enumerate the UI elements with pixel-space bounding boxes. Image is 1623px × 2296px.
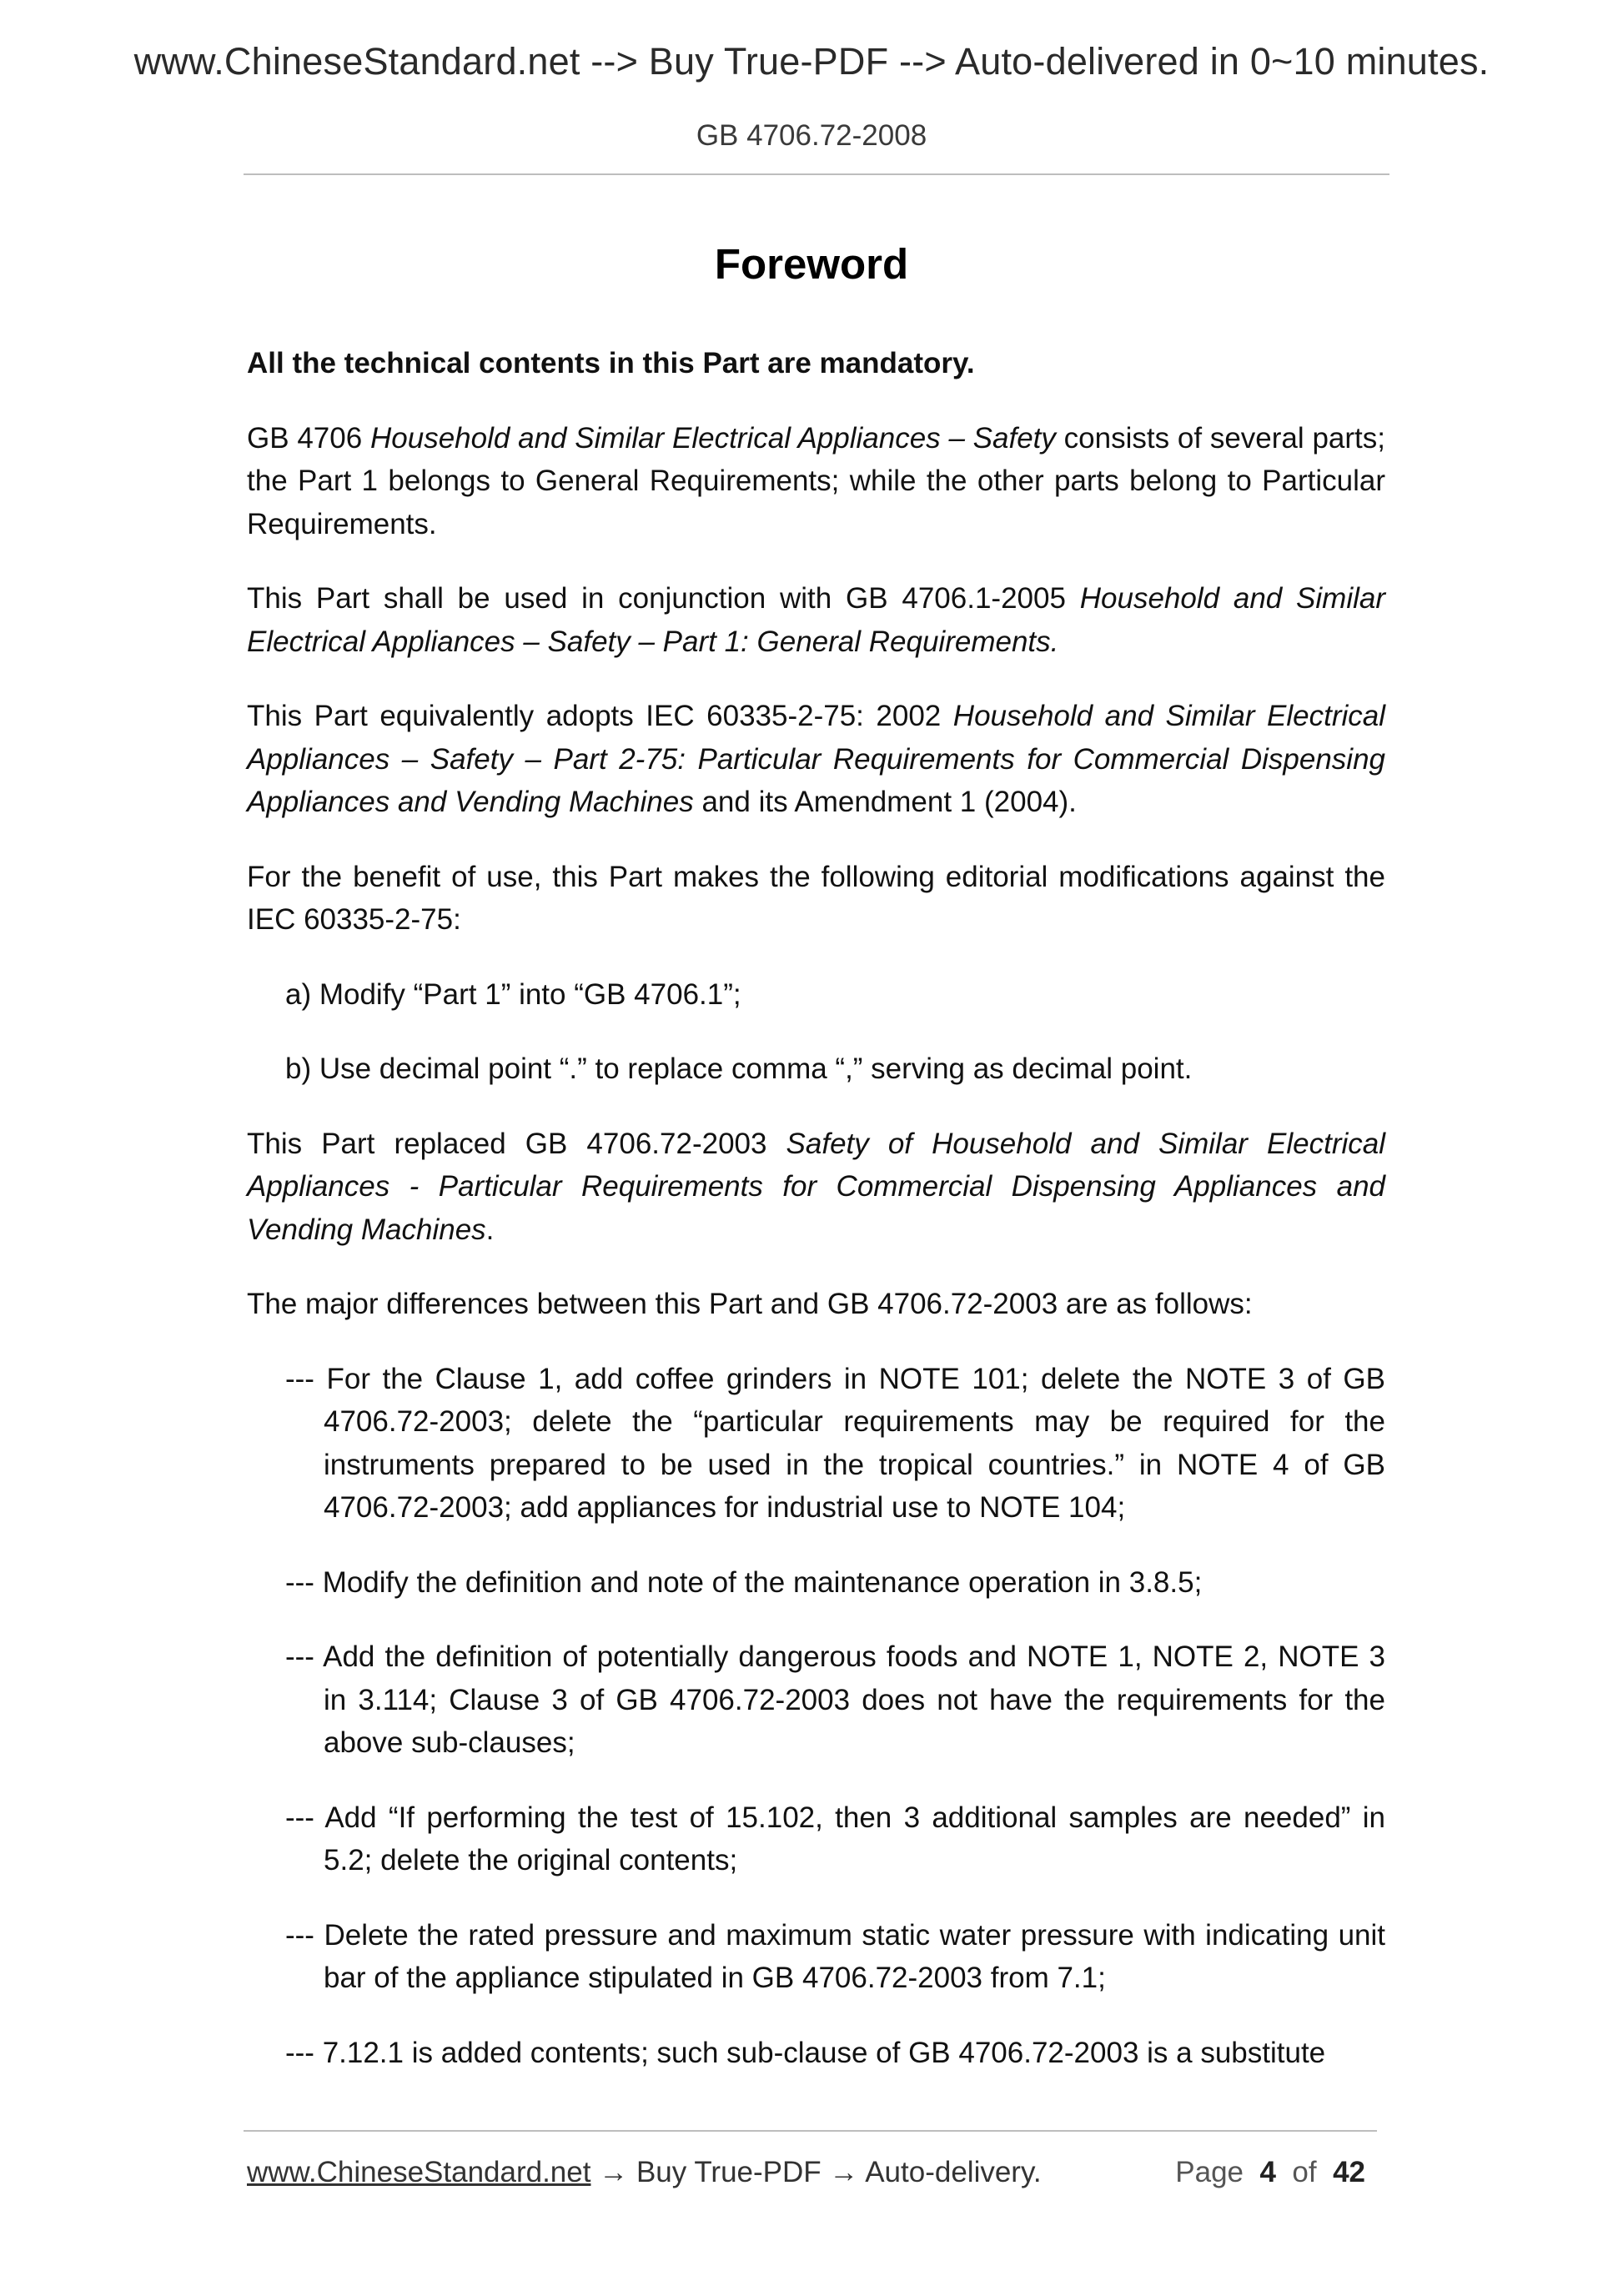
standard-title: Household and Similar Electrical Appliances – Safety – Part 1: General Requirements. bbox=[247, 582, 1386, 658]
difference-item: --- Add the definition of potentially dangerous foods and NOTE 1, NOTE 2, NOTE 3 in 3.114; Clause 3 of GB 4706.72-2003 does not have the requirements for the above sub-clauses; bbox=[285, 1640, 1385, 1759]
arrow-icon: → bbox=[599, 2156, 629, 2188]
list-item-b: b) Use decimal point “.” to replace comma “,” serving as decimal point. bbox=[285, 1053, 1193, 1085]
document-code: GB 4706.72-2008 bbox=[696, 119, 927, 152]
difference-item: --- Modify the definition and note of the maintenance operation in 3.8.5; bbox=[285, 1565, 1203, 1599]
top-banner: www.ChineseStandard.net --> Buy True-PDF --> Auto-delivered in 0~10 minutes. bbox=[133, 40, 1490, 83]
difference-item: --- Delete the rated pressure and maximum static water pressure with indicating unit bar of the appliance stipulated in GB 4706.72-2003 from 7.1; bbox=[285, 1918, 1385, 1994]
text-run: and its Amendment 1 (2004). bbox=[693, 786, 1077, 818]
text-run: consists of several parts; the Part 1 belongs to General Requirements; while the other parts belong to Particular Requirements. bbox=[247, 421, 1385, 540]
header-divider bbox=[244, 173, 1389, 175]
paragraph-replacement bbox=[247, 1123, 1385, 1252]
text-run: This Part replaced GB 4706.72-2003 bbox=[247, 1127, 786, 1160]
footer-buy-text: Buy True-PDF bbox=[636, 2156, 822, 2188]
page-indicator bbox=[1175, 2156, 1365, 2189]
footer-divider bbox=[244, 2130, 1377, 2132]
text-run: This Part equivalently adopts IEC 60335-2-75: 2002 bbox=[247, 700, 953, 732]
standard-title: Household and Similar Electrical Appliances – Safety – Part 2-75: Particular Requirements for Commercial Dispensing Appliances and Vending Machines bbox=[247, 700, 1386, 818]
text-run: . bbox=[485, 1213, 495, 1246]
paragraph-differences-intro: The major differences between this Part and GB 4706.72-2003 are as follows: bbox=[247, 1288, 1253, 1320]
foreword-body bbox=[247, 342, 1385, 2106]
page-total: 42 bbox=[1333, 2156, 1365, 2188]
paragraph-adoption bbox=[247, 695, 1385, 824]
standard-title: Safety of Household and Similar Electrical Appliances - Particular Requirements for Commercial Dispensing Appliances and Vending Machines bbox=[247, 1127, 1385, 1246]
difference-item: --- For the Clause 1, add coffee grinders in NOTE 101; delete the NOTE 3 of GB 4706.72-2003; delete the “particular requirements may be required for the instruments prepared to be used in the tropical countries.” in NOTE 4 of GB 4706.72-2003; add appliances for industrial use to NOTE 104; bbox=[285, 1362, 1385, 1524]
arrow-icon: → bbox=[829, 2156, 859, 2188]
page-footer bbox=[247, 2156, 1377, 2198]
difference-item: --- Add “If performing the test of 15.102, then 3 additional samples are needed” in 5.2; delete the original contents; bbox=[285, 1801, 1385, 1876]
standard-title: Household and Similar Electrical Appliances – Safety bbox=[369, 421, 1056, 455]
footer-auto-text: Auto-delivery. bbox=[865, 2156, 1042, 2188]
mandatory-statement: All the technical contents in this Part are mandatory. bbox=[247, 347, 975, 379]
page-number: 4 bbox=[1259, 2156, 1276, 2188]
page-title: Foreword bbox=[714, 240, 909, 288]
footer-site-link[interactable]: www.ChineseStandard.net bbox=[247, 2156, 591, 2188]
page-of-label: of bbox=[1292, 2156, 1317, 2188]
list-item-a: a) Modify “Part 1” into “GB 4706.1”; bbox=[285, 977, 741, 1011]
text-run: GB 4706 bbox=[247, 421, 370, 455]
footer-promo bbox=[247, 2156, 1042, 2189]
paragraph-conjunction bbox=[247, 577, 1385, 663]
text-run: This Part shall be used in conjunction with GB 4706.1-2005 bbox=[247, 582, 1080, 615]
difference-item: --- 7.12.1 is added contents; such sub-clause of GB 4706.72-2003 is a substitute bbox=[285, 2036, 1326, 2069]
paragraph-editorial-modifications: For the benefit of use, this Part makes the following editorial modifications against the IEC 60335-2-75: bbox=[247, 860, 1385, 936]
paragraph-series-description bbox=[247, 417, 1385, 546]
page-label: Page bbox=[1175, 2156, 1244, 2188]
